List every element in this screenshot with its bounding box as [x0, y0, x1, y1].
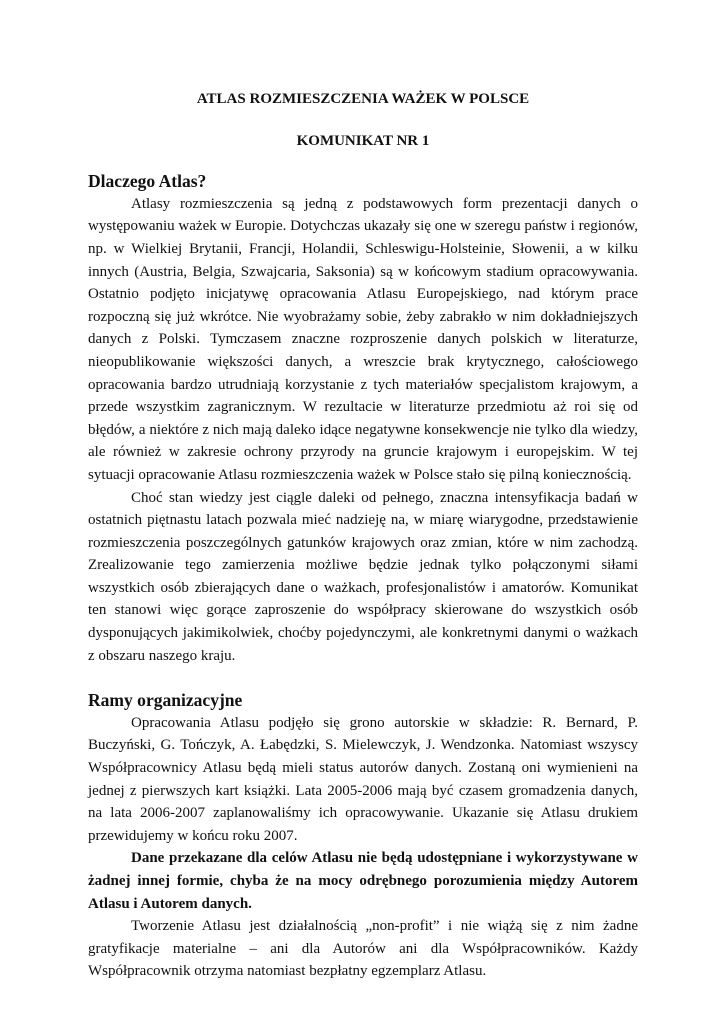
document-subtitle: KOMUNIKAT NR 1	[296, 132, 430, 149]
section-heading: Dlaczego Atlas?	[88, 171, 207, 192]
document-page	[88, 88, 638, 983]
paragraph: Opracowania Atlasu podjęło się grono autorskie w składzie: R. Bernard, P. Buczyński, G. Tończyk, A. Łabędzki, S. Mielewczyk, J. Wendzonka. Natomiast wszyscy Współpracownicy Atlasu będą mieli status autorów danych. Zostaną oni wymienieni na jednej z pierwszych kart książki. Lata 2005-2006 mają być czasem gromadzenia danych, na lata 2006-2007 zaplanowaliśmy ich opracowywanie. Ukazanie się Atlasu drukiem przewidujemy w końcu roku 2007.	[88, 714, 638, 844]
bold-paragraph: Dane przekazane dla celów Atlasu nie będą udostępniane i wykorzystywane w żadnej innej formie, chyba że na mocy odrębnego porozumienia między Autorem Atlasu i Autorem danych.	[88, 850, 638, 912]
paragraph: Tworzenie Atlasu jest działalnością „non-profit” i nie wiążą się z nim żadne gratyfikacje materialne – ani dla Autorów ani dla Współpracowników. Każdy Współpracownik otrzyma natomiast bezpłatny egzemplarz Atlasu.	[88, 918, 638, 980]
section-why-atlas	[88, 170, 638, 667]
section-organization	[88, 689, 638, 983]
section-heading: Ramy organizacyjne	[88, 690, 243, 711]
paragraph: Atlasy rozmieszczenia są jedną z podstawowych form prezentacji danych o występowaniu ważek w Europie. Dotychczas ukazały się one w szeregu państw i regionów, np. w Wielkiej Brytanii, Francji, Holandii, Schleswigu-Holsteinie, Słowenii, a w kilku innych (Austria, Belgia, Szwajcaria, Saksonia) są w końcowym stadium opracowywania. Ostatnio podjęto inicjatywę opracowania Atlasu Europejskiego, nad którym prace rozpoczną się już wkrótce. Nie wyobrażamy sobie, żeby zabrakło w nim dokładniejszych danych z Polski. Tymczasem znaczne rozproszenie danych polskich w literaturze, nieopublikowanie większości danych, a wreszcie brak krytycznego, całościowego opracowania bardzo utrudniają korzystanie z tych materiałów specjalistom krajowym, a przede wszystkim zagranicznym. W rezultacie w literaturze przedmiotu aż roi się od błędów, a niektóre z nich mają daleko idące negatywne konsekwencje nie tylko dla wiedzy, ale również w zakresie ochrony przyrody na gruncie krajowym i europejskim. W tej sytuacji opracowanie Atlasu rozmieszczenia ważek w Polsce stało się pilną koniecznością.	[88, 195, 638, 483]
document-title: ATLAS ROZMIESZCZENIA WAŻEK W POLSCE	[196, 91, 530, 107]
paragraph: Choć stan wiedzy jest ciągle daleki od pełnego, znaczna intensyfikacja badań w ostatnich piętnastu latach pozwala mieć nadzieję na, w miarę wiarygodne, przedstawienie rozmieszczenia poszczególnych gatunków krajowych oraz zmian, które w nim zachodzą. Zrealizowanie tego zamierzenia możliwe będzie jednak tylko połączonymi siłami wszystkich osób zbierających dane o ważkach, profesjonalistów i amatorów. Komunikat ten stanowi więc gorące zaproszenie do współpracy skierowane do wszystkich osób dysponujących jakimikolwiek, choćby pojedynczymi, ale konkretnymi danymi o ważkach z obszaru naszego kraju.	[88, 489, 638, 664]
